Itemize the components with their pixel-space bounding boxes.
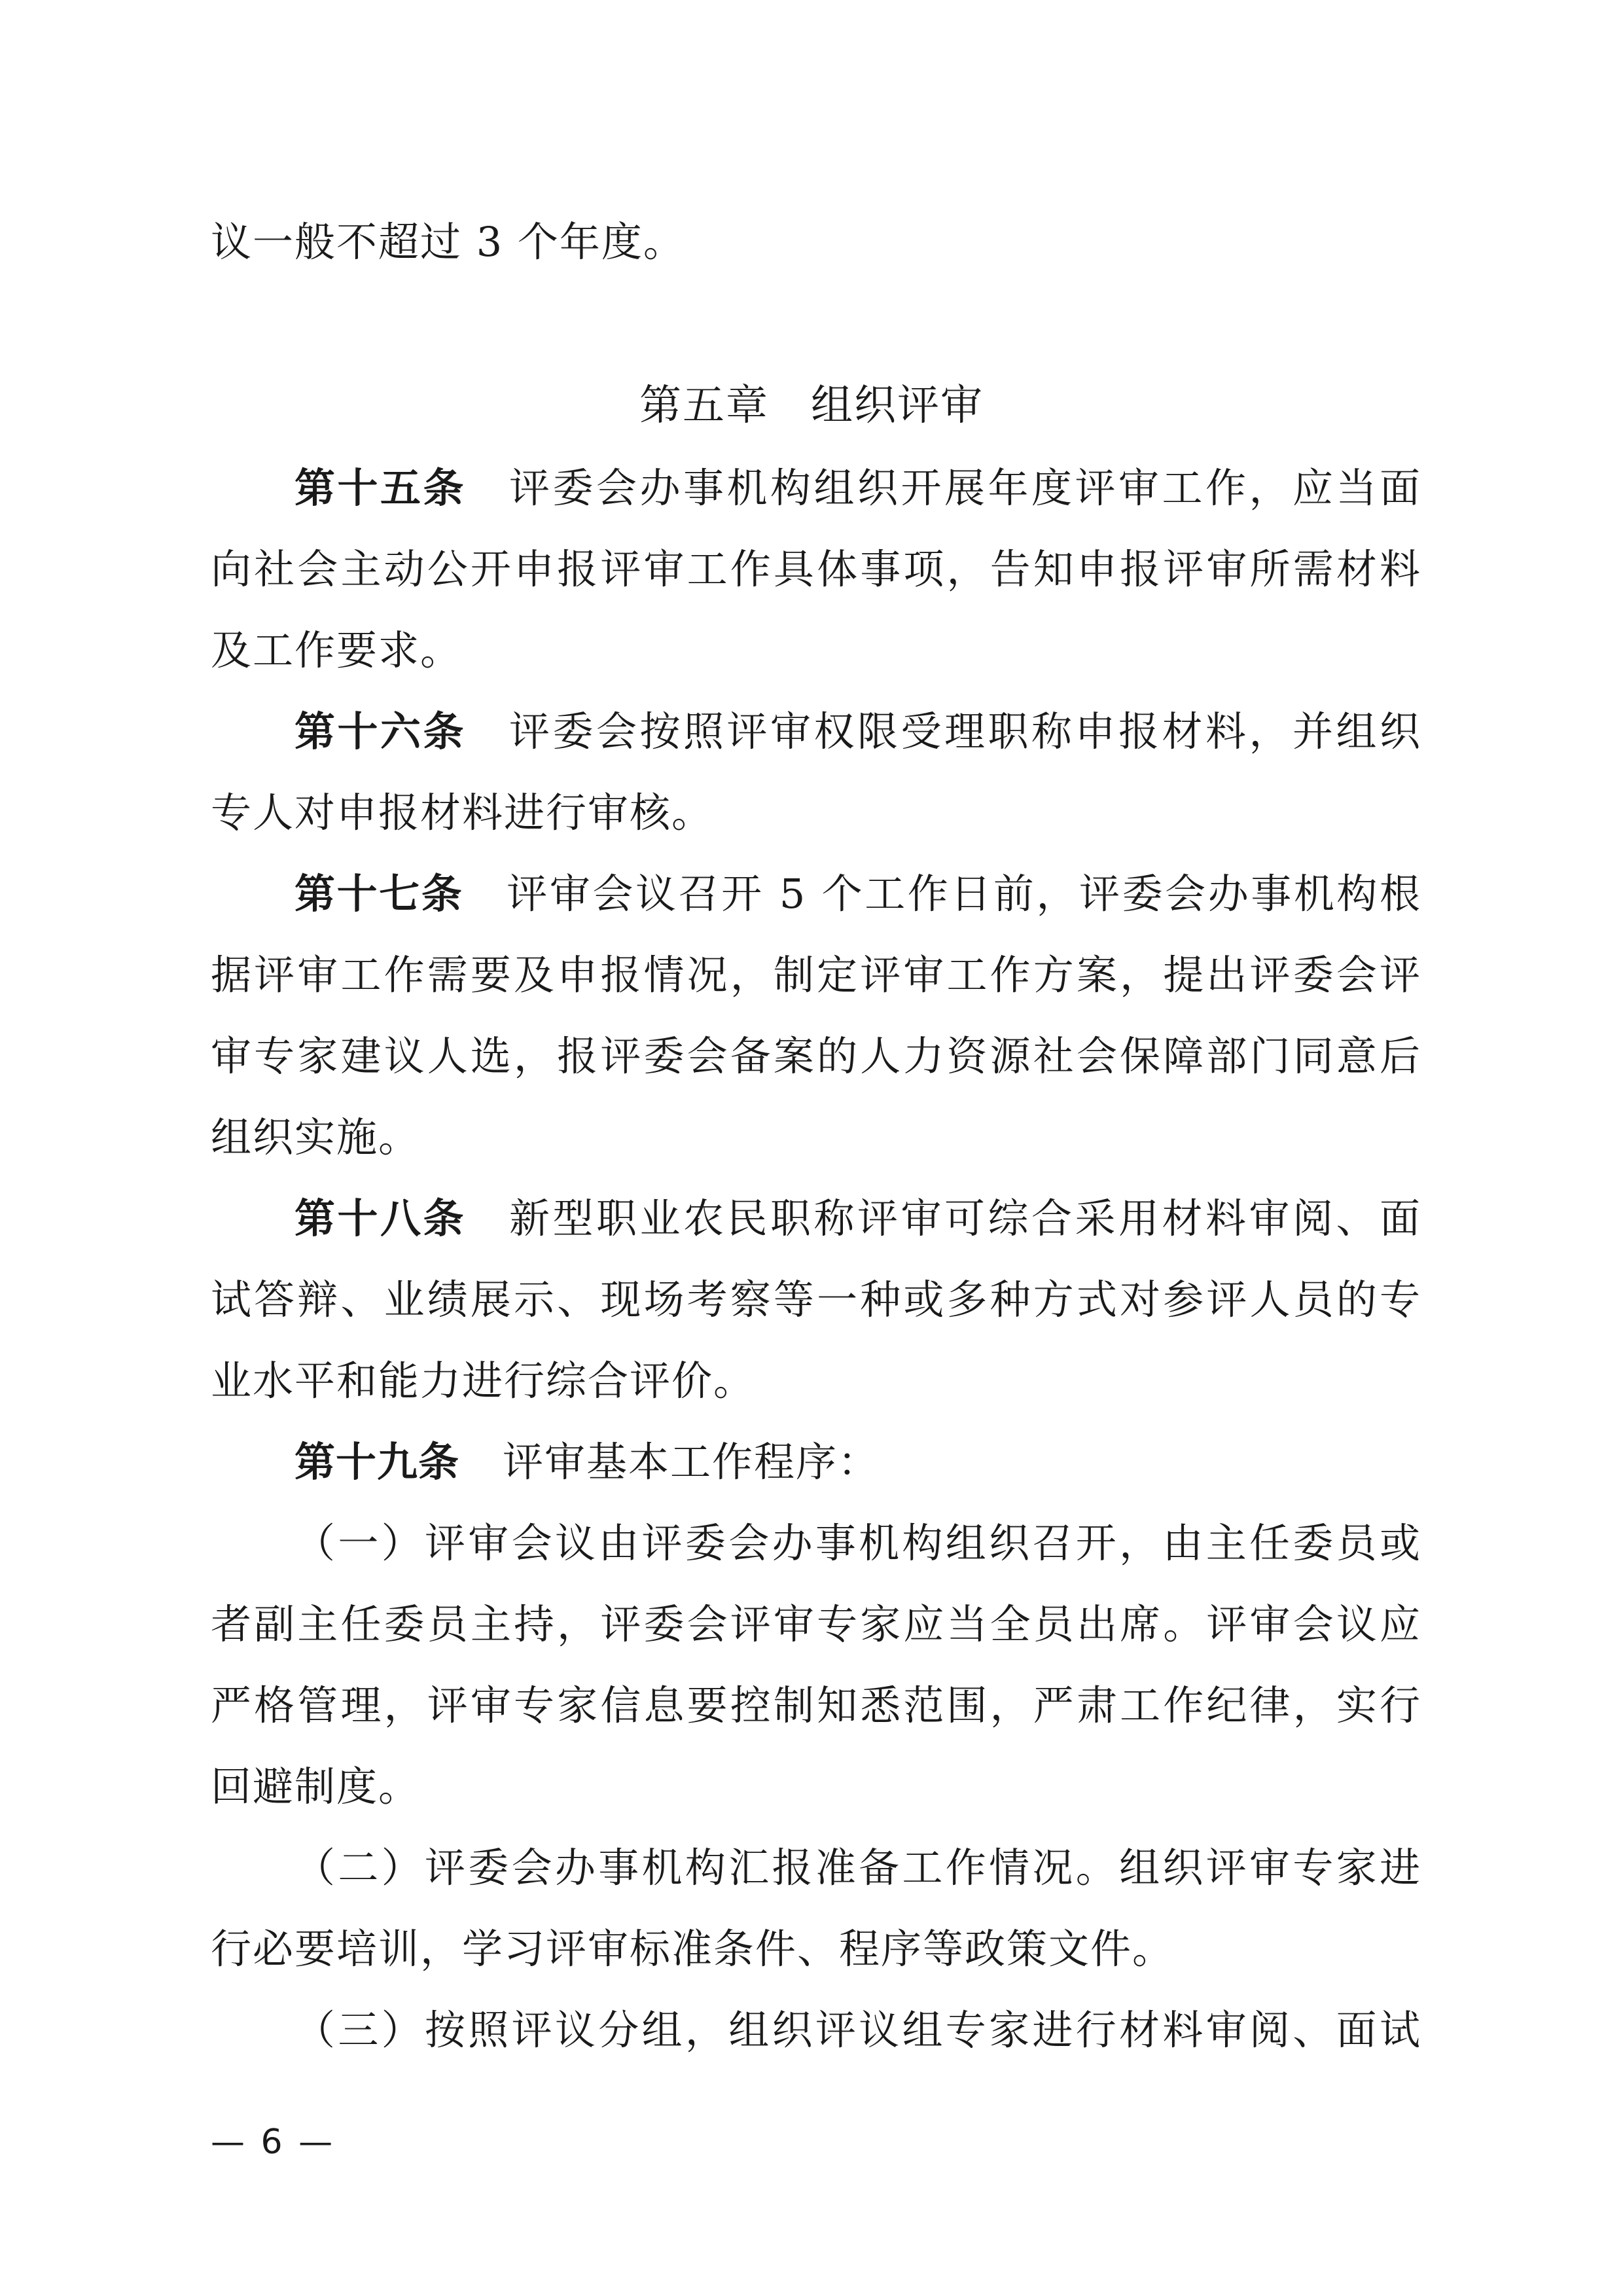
line-text: 评审基本工作程序： — [503, 1438, 880, 1486]
paragraph-line — [294, 2004, 1421, 2056]
chapter-number: 第五章 — [639, 382, 769, 430]
paragraph-line — [211, 1679, 1421, 1732]
paragraph-line — [211, 949, 1421, 1001]
paragraph-line — [294, 462, 1421, 514]
line-text: 评委会办事机构组织开展年度评审工作，应当面 — [509, 464, 1421, 512]
article-label: 第十六条 — [294, 708, 466, 755]
article-label: 第十八条 — [294, 1194, 466, 1242]
line-text: 回避制度。 — [211, 1763, 421, 1810]
line-text: （一）评审会议由评委会办事机构组织召开，由主任委员或 — [294, 1519, 1421, 1567]
paragraph-line — [211, 1761, 1421, 1813]
paragraph-line — [211, 624, 1421, 677]
paragraph-line — [211, 1355, 1421, 1407]
article-label: 第十五条 — [294, 464, 466, 512]
line-text: （二）评委会办事机构汇报准备工作情况。组织评审专家进 — [294, 1844, 1421, 1892]
paragraph-line — [294, 1193, 1421, 1245]
chapter-title: 组织评审 — [811, 382, 984, 430]
paragraph-line — [211, 543, 1421, 596]
line-text: 专人对申报材料进行审核。 — [211, 789, 714, 836]
line-text: 者副主任委员主持，评委会评审专家应当全员出席。评审会议应 — [211, 1600, 1421, 1648]
line-text: 严格管理，评审专家信息要控制知悉范围，严肃工作纪律，实行 — [211, 1681, 1421, 1729]
article-label: 第十七条 — [294, 870, 464, 918]
line-text: 及工作要求。 — [211, 626, 463, 674]
paragraph-line — [211, 1598, 1421, 1651]
paragraph-line — [211, 787, 1421, 839]
paragraph-line — [211, 216, 1421, 268]
article-label: 第十九条 — [294, 1438, 460, 1486]
paragraph-line — [211, 1923, 1421, 1975]
paragraph-line — [294, 706, 1421, 758]
line-text: 议一般不超过 3 个年度。 — [211, 218, 685, 266]
paragraph-line — [211, 1030, 1421, 1083]
paragraph-line — [294, 1842, 1421, 1894]
line-text: 向社会主动公开申报评审工作具体事项，告知申报评审所需材料 — [211, 545, 1421, 593]
paragraph-line — [211, 1274, 1421, 1326]
paragraph-line — [294, 868, 1421, 920]
line-text: 评委会按照评审权限受理职称申报材料，并组织 — [509, 708, 1421, 755]
line-text: （三）按照评议分组，组织评议组专家进行材料审阅、面试 — [294, 2006, 1421, 2054]
line-text: 据评审工作需要及申报情况，制定评审工作方案，提出评委会评 — [211, 951, 1421, 999]
line-text: 试答辩、业绩展示、现场考察等一种或多种方式对参评人员的专 — [211, 1276, 1421, 1323]
paragraph-line — [294, 1436, 1421, 1488]
line-text: 审专家建议人选，报评委会备案的人力资源社会保障部门同意后 — [211, 1032, 1421, 1080]
page-number: — 6 — — [211, 2123, 336, 2162]
line-text: 业水平和能力进行综合评价。 — [211, 1357, 756, 1405]
paragraph-line — [294, 1517, 1421, 1570]
line-text: 新型职业农民职称评审可综合采用材料审阅、面 — [509, 1194, 1421, 1242]
line-text: 行必要培训，学习评审标准条件、程序等政策文件。 — [211, 1925, 1175, 1973]
paragraph-line — [211, 1111, 1421, 1164]
line-text: 组织实施。 — [211, 1113, 421, 1161]
line-text: 评审会议召开 5 个工作日前，评委会办事机构根 — [507, 870, 1421, 918]
chapter-heading — [0, 380, 1623, 432]
